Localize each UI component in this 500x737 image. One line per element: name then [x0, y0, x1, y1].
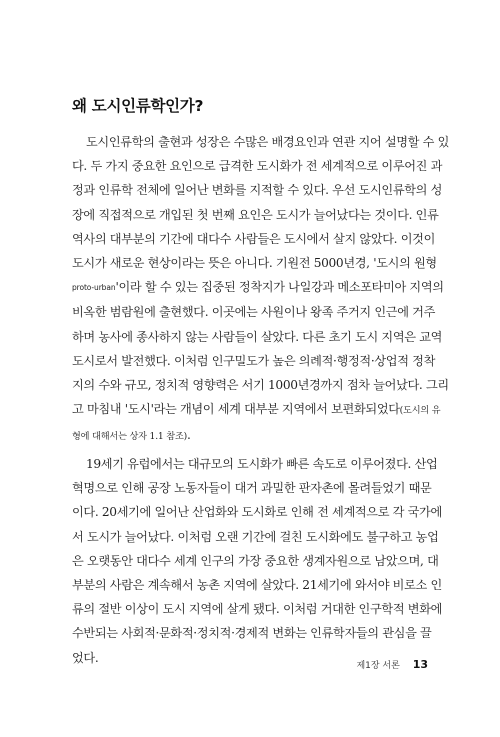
text-line: 었다.: [72, 650, 99, 665]
text-line: 도시로서 발전했다. 이처럼 인구밀도가 높은 의례적·행정적·상업적 정착: [72, 353, 435, 368]
text-segment: '이라 할 수 있는 집중된 정착지가 나일강과 메소포타미아 지역의: [115, 280, 444, 295]
paragraph-19th-century-urbanization: [72, 452, 443, 670]
text-line: 정과 인류학 전체에 일어난 변화를 지적할 수 있다. 우선 도시인류학의 성: [72, 183, 443, 198]
text-line: 비옥한 범람원에 출현했다. 이곳에는 사원이나 왕족 주거지 인근에 거주: [72, 305, 435, 320]
text-line: 혁명으로 인해 공장 노동자들이 대거 과밀한 판자촌에 몰려들었기 때문: [72, 481, 432, 496]
term-proto-urban: proto-urban: [72, 283, 116, 293]
section-heading: 왜 도시인류학인가?: [72, 97, 204, 115]
text-line: 장에 직접적으로 개입된 첫 번째 요인은 도시가 늘어났다는 것이다. 인류: [72, 207, 439, 222]
text-segment: .: [187, 428, 191, 443]
text-segment: 고 마침내 '도시'라는 개념이 세계 대부분 지역에서 보편화되었다: [72, 402, 400, 417]
text-line: 역사의 대부분의 기간에 대다수 사람들은 도시에서 살지 않았다. 이것이: [72, 231, 435, 246]
page-number: 13: [412, 658, 428, 671]
text-line: 지의 수와 규모, 정치적 영향력은 서기 1000년경까지 점차 늘어났다. 그리: [72, 378, 449, 393]
text-line: 다. 두 가지 중요한 요인으로 급격한 도시화가 전 세계적으로 이루어진 과: [72, 159, 443, 174]
box-reference-note-end: 형에 대해서는 상자 1.1 참조): [72, 431, 188, 443]
text-line: 19세기 유럽에서는 대규모의 도시화가 빠른 속도로 이루어졌다. 산업: [86, 457, 438, 471]
text-line: 부분의 사람은 계속해서 농촌 지역에 살았다. 21세기에 와서야 비로소 인: [72, 578, 442, 593]
text-line: [72, 275, 444, 300]
text-line: 도시가 새로운 현상이라는 뜻은 아니다. 기원전 5000년경, '도시의 원형: [72, 256, 437, 271]
text-line: 류의 절반 이상이 도시 지역에 살게 됐다. 이처럼 거대한 인구학적 변화에: [72, 602, 443, 617]
text-line: 수반되는 사회적·문화적·정치적·경제적 변화는 인류학자들의 관심을 끌: [72, 626, 432, 641]
box-reference-note-start: (도시의 유: [399, 405, 441, 417]
text-line: 은 오랫동안 대다수 세계 인구의 가장 중요한 생계자원으로 남았으며, 대: [72, 553, 439, 568]
text-line: 서 도시가 늘어났다. 이처럼 오랜 기간에 걸친 도시화에도 불구하고 농업: [72, 529, 439, 544]
text-line: 하며 농사에 종사하지 않는 사람들이 살았다. 다른 초기 도시 지역은 교역: [72, 329, 443, 344]
running-chapter-title: 제1장 서론: [356, 661, 400, 671]
text-line: [72, 423, 428, 449]
text-line: [72, 397, 441, 423]
paragraph-urbanization-origins: [72, 130, 449, 450]
text-line: 이다. 20세기에 일어난 산업화와 도시화로 인해 전 세계적으로 각 국가에: [72, 505, 442, 520]
page-footer: [356, 658, 428, 671]
text-line: 도시인류학의 출현과 성장은 수많은 배경요인과 연관 지어 설명할 수 있: [86, 135, 449, 149]
